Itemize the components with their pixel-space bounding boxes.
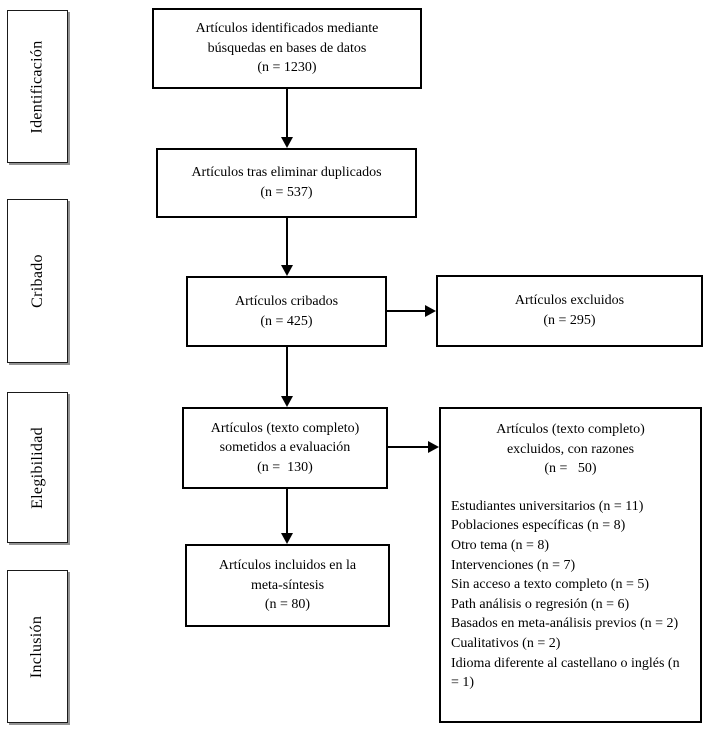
box-identified-count: (n = 1230) — [257, 60, 317, 76]
arrow-head-screened-to-fulltext — [281, 396, 293, 407]
stage-box-identificacion — [7, 10, 68, 163]
box-excluded-line-1: Artículos excluidos — [514, 293, 625, 309]
exclusion-reasons-list — [441, 497, 689, 693]
box-identified-line-2: búsquedas en bases de datos — [207, 40, 367, 56]
exclusion-reason-item: Otro tema (n = 8) — [451, 537, 550, 553]
box-identified-line-1: Artículos identificados mediante — [195, 21, 379, 37]
box-fulltext-assessed-count: (n = 130) — [257, 459, 313, 475]
box-included-count: (n = 80) — [264, 597, 311, 613]
box-screened-count: (n = 425) — [260, 313, 313, 329]
exclusion-reason-item: Estudiantes universitarios (n = 11) — [451, 498, 644, 514]
box-included-line-2: meta-síntesis — [250, 577, 325, 593]
arrow-head-identified-to-deduplicated — [281, 137, 293, 148]
stage-box-elegibilidad — [7, 392, 68, 543]
box-deduplicated-line-1: Artículos tras eliminar duplicados — [191, 165, 382, 181]
arrow-head-screened-to-excluded — [425, 305, 436, 317]
arrow-line-screened-to-fulltext — [286, 347, 288, 397]
arrow-head-fulltext-to-excluded — [428, 441, 439, 453]
exclusion-reason-item: Sin acceso a texto completo (n = 5) — [451, 577, 650, 593]
exclusion-reason-item: Idioma diferente al castellano o inglés (n = 1) — [451, 655, 680, 691]
fulltext-excluded-heading-line-2: excluidos, con razones — [506, 441, 635, 457]
arrow-head-fulltext-to-included — [281, 533, 293, 544]
box-after-duplicates-removed — [156, 148, 417, 218]
box-deduplicated-count: (n = 537) — [260, 185, 313, 200]
box-fulltext-assessed-line-2: sometidos a evaluación — [219, 440, 351, 456]
arrow-line-screened-to-excluded — [387, 310, 426, 312]
box-fulltext-assessed-line-1: Artículos (texto completo) — [210, 420, 360, 436]
box-fulltext-excluded-reasons — [439, 407, 702, 723]
arrow-line-identified-to-deduplicated — [286, 89, 288, 138]
stage-label-elegibilidad: Elegibilidad — [28, 426, 46, 509]
stage-box-cribado — [7, 199, 68, 363]
exclusion-reason-item: Cualitativos (n = 2) — [451, 635, 561, 651]
arrow-head-deduplicated-to-screened — [281, 265, 293, 276]
exclusion-reason-item: Path análisis o regresión (n = 6) — [451, 596, 630, 612]
box-screened-line-1: Artículos cribados — [234, 293, 339, 309]
box-included-line-1: Artículos incluidos en la — [218, 558, 357, 574]
box-included-metasynthesis — [185, 544, 390, 627]
box-excluded-count: (n = 295) — [543, 313, 596, 328]
fulltext-excluded-count: (n = 50) — [544, 461, 597, 477]
exclusion-reason-item: Basados en meta-análisis previos (n = 2) — [451, 616, 679, 632]
fulltext-excluded-heading-line-1: Artículos (texto completo) — [496, 422, 645, 437]
exclusion-reason-item: Intervenciones (n = 7) — [451, 557, 576, 573]
box-fulltext-assessed — [182, 407, 388, 489]
exclusion-reason-item: Poblaciones específicas (n = 8) — [451, 518, 626, 534]
box-excluded-screening — [436, 275, 703, 347]
stage-label-identificacion: Identificación — [28, 39, 46, 134]
box-screened — [186, 276, 387, 347]
arrow-line-fulltext-to-excluded — [388, 446, 429, 448]
fulltext-excluded-heading — [441, 420, 700, 479]
arrow-line-fulltext-to-included — [286, 489, 288, 534]
stage-label-cribado: Cribado — [28, 254, 46, 308]
stage-box-inclusion — [7, 570, 68, 723]
box-identified-records — [152, 8, 422, 89]
stage-label-inclusion: Inclusión — [28, 615, 46, 678]
arrow-line-deduplicated-to-screened — [286, 218, 288, 266]
